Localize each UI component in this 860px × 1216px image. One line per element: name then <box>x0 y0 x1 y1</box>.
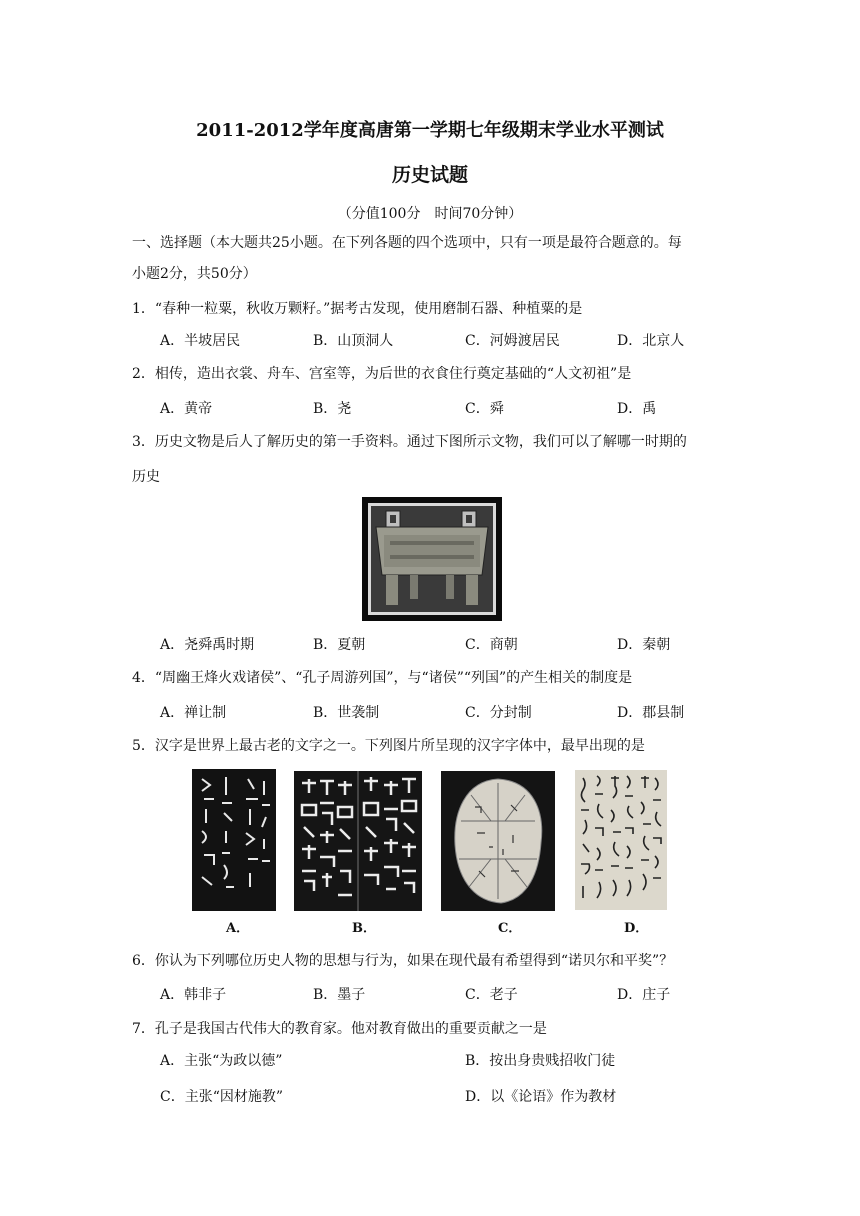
script-image-b[interactable] <box>294 771 422 911</box>
question-4-option-c[interactable]: C．分封制 <box>465 705 532 721</box>
question-4-stem: 4．“周幽王烽火戏诸侯”、“孔子周游列国”，与“诸侯”“列国”的产生相关的制度是 <box>132 670 633 686</box>
question-7-option-d[interactable]: D．以《论语》作为教材 <box>465 1089 617 1105</box>
section-heading-line2: 小题2分，共50分） <box>132 266 257 282</box>
question-3-option-d[interactable]: D．秦朝 <box>617 637 671 653</box>
script-image-c[interactable] <box>441 771 555 911</box>
script-caption-a: A． <box>226 921 250 936</box>
question-6-option-d[interactable]: D．庄子 <box>617 987 671 1003</box>
question-5-stem: 5．汉字是世界上最古老的文字之一。下列图片所呈现的汉字字体中，最早出现的是 <box>132 738 645 754</box>
question-6-option-c[interactable]: C．老子 <box>465 987 518 1003</box>
question-4-option-b[interactable]: B．世袭制 <box>313 705 380 721</box>
question-2-stem: 2．相传，造出衣裳、舟车、宫室等，为后世的衣食住行奠定基础的“人文初祖”是 <box>132 366 632 382</box>
script-caption-b: B． <box>352 921 376 936</box>
section-heading-line1: 一、选择题（本大题共25小题。在下列各题的四个选项中，只有一项是最符合题意的。每 <box>132 235 682 251</box>
question-2-option-d[interactable]: D．禹 <box>617 401 657 417</box>
question-2-option-b[interactable]: B．尧 <box>313 401 352 417</box>
question-2-option-a[interactable]: A．黄帝 <box>160 401 213 417</box>
question-2-option-c[interactable]: C．舜 <box>465 401 504 417</box>
question-1-stem: 1．“春种一粒粟，秋收万颗籽。”据考古发现，使用磨制石器、种植粟的是 <box>132 301 583 317</box>
question-3-option-a[interactable]: A．尧舜禹时期 <box>160 637 255 653</box>
script-caption-d: D． <box>624 921 649 936</box>
script-image-d[interactable] <box>575 770 667 910</box>
question-3-stem-line2: 历史 <box>132 469 160 485</box>
question-7-option-a[interactable]: A．主张“为政以德” <box>160 1053 283 1069</box>
exam-meta: （分值100分 时间70分钟） <box>337 206 523 222</box>
question-6-option-b[interactable]: B．墨子 <box>313 987 366 1003</box>
script-caption-c: C． <box>498 921 522 936</box>
question-7-option-c[interactable]: C．主张“因材施教” <box>160 1089 284 1105</box>
question-1-option-b[interactable]: B．山顶洞人 <box>313 333 394 349</box>
question-7-stem: 7．孔子是我国古代伟大的教育家。他对教育做出的重要贡献之一是 <box>132 1021 547 1037</box>
question-3-stem: 3．历史文物是后人了解历史的第一手资料。通过下图所示文物，我们可以了解哪一时期的 <box>132 434 687 450</box>
question-4-option-a[interactable]: A．禅让制 <box>160 705 227 721</box>
exam-subtitle: 历史试题 <box>391 164 468 186</box>
question-1-option-d[interactable]: D．北京人 <box>617 333 685 349</box>
question-1-option-a[interactable]: A．半坡居民 <box>160 333 241 349</box>
question-6-option-a[interactable]: A．韩非子 <box>160 987 227 1003</box>
question-3-option-c[interactable]: C．商朝 <box>465 637 518 653</box>
question-3-option-b[interactable]: B．夏朝 <box>313 637 366 653</box>
script-image-a[interactable] <box>192 769 276 911</box>
question-4-option-d[interactable]: D．郡县制 <box>617 705 685 721</box>
question-1-option-c[interactable]: C．河姆渡居民 <box>465 333 560 349</box>
bronze-ding-image <box>362 497 502 621</box>
question-7-option-b[interactable]: B．按出身贵贱招收门徒 <box>465 1053 616 1069</box>
question-6-stem: 6．你认为下列哪位历史人物的思想与行为，如果在现代最有希望得到“诺贝尔和平奖”？ <box>132 953 674 969</box>
exam-title: 2011-2012学年度高唐第一学期七年级期末学业水平测试 <box>196 120 664 141</box>
